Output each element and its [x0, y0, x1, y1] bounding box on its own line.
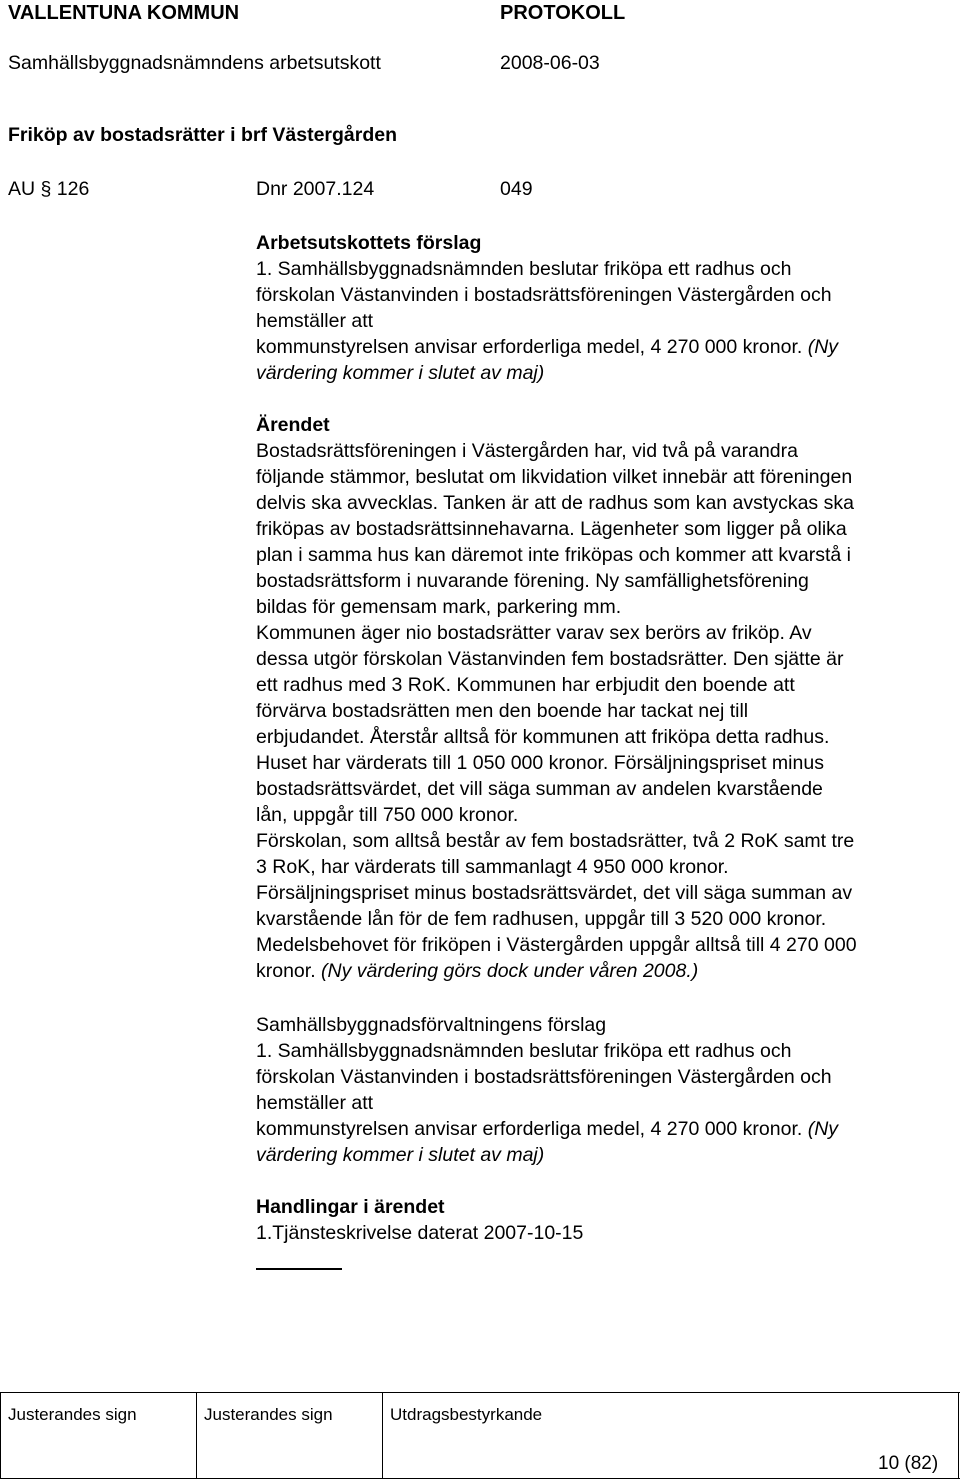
meeting-date: 2008-06-03 — [500, 52, 600, 74]
arendet-line: 3 RoK, har värderats till sammanlagt 4 950 000 kronor. — [256, 856, 729, 878]
municipality-name: VALLENTUNA KOMMUN — [8, 2, 240, 24]
footer-bottom-rule — [0, 1478, 960, 1479]
arendet-line: Förskolan, som alltså består av fem bostadsrätter, två 2 RoK samt tre — [256, 830, 855, 852]
footer-cell-divider — [196, 1392, 197, 1478]
au-proposal-heading: Arbetsutskottets förslag — [256, 232, 482, 254]
arendet-line: förvärva bostadsrätten men den boende har tackat nej till — [256, 700, 749, 722]
arendet-line: Försäljningspriset minus bostadsrättsvärdet, det vill säga summan av — [256, 882, 853, 904]
au-proposal-note: värdering kommer i slutet av maj) — [256, 362, 545, 384]
section-divider — [256, 1268, 342, 1270]
au-proposal-line: förskolan Västanvinden i bostadsrättsföreningen Västergården och — [256, 284, 832, 306]
admin-proposal-line — [256, 1116, 960, 1142]
diary-number: Dnr 2007.124 — [256, 178, 375, 200]
admin-proposal-note-start: (Ny — [807, 1118, 839, 1140]
footer-top-rule — [0, 1392, 960, 1393]
admin-proposal-line: förskolan Västanvinden i bostadsrättsföreningen Västergården och — [256, 1066, 832, 1088]
admin-proposal-line: hemställer att — [256, 1092, 374, 1114]
arendet-line: bostadsrättsform i nuvarande förening. Ny samfällighetsförening — [256, 570, 809, 592]
au-proposal-note-start: (Ny — [807, 336, 839, 358]
au-proposal-line: hemställer att — [256, 310, 374, 332]
arendet-line: bildas för gemensam mark, parkering mm. — [256, 596, 622, 618]
admin-proposal-line: 1. Samhällsbyggnadsnämnden beslutar friköpa ett radhus och — [256, 1040, 792, 1062]
admin-proposal-heading: Samhällsbyggnadsförvaltningens förslag — [256, 1014, 607, 1036]
au-proposal-section — [256, 230, 960, 386]
arendet-last-italic: (Ny värdering görs dock under våren 2008.) — [321, 960, 699, 982]
footer-cell-divider — [0, 1392, 1, 1478]
section-number: AU § 126 — [8, 178, 90, 200]
footer-cell-divider — [958, 1392, 959, 1478]
archive-code: 049 — [500, 178, 533, 200]
arendet-line: lån, uppgår till 750 000 kronor. — [256, 804, 519, 826]
arendet-line: bostadsrättsvärdet, det vill säga summan av andelen kvarstående — [256, 778, 823, 800]
arendet-line: ett radhus med 3 RoK. Kommunen har erbjudit den boende att — [256, 674, 795, 696]
footer-cell-divider — [382, 1392, 383, 1478]
arendet-line: Medelsbehovet för friköpen i Västergården uppgår alltså till 4 270 000 — [256, 934, 857, 956]
arendet-line: Huset har värderats till 1 050 000 kronor. Försäljningspriset minus — [256, 752, 824, 774]
documents-section — [256, 1194, 960, 1246]
arendet-line: kvarstående lån för de fem radhusen, uppgår till 3 520 000 kronor. — [256, 908, 827, 930]
arendet-line: erbjudandet. Återstår alltså för kommunen att friköpa detta radhus. — [256, 726, 830, 748]
extract-certification-field: Utdragsbestyrkande — [390, 1405, 543, 1424]
admin-proposal-note: värdering kommer i slutet av maj) — [256, 1144, 545, 1166]
arendet-line: delvis ska avvecklas. Tanken är att de radhus som kan avstyckas ska — [256, 492, 854, 514]
arendet-section — [256, 412, 960, 984]
arendet-line: Bostadsrättsföreningen i Västergården har, vid två på varandra — [256, 440, 798, 462]
arendet-line: friköpas av bostadsrättsinnehavarna. Lägenheter som ligger på olika — [256, 518, 847, 540]
au-proposal-line: 1. Samhällsbyggnadsnämnden beslutar friköpa ett radhus och — [256, 258, 792, 280]
arendet-last-plain: kronor. — [256, 960, 316, 982]
page-title: Friköp av bostadsrätter i brf Västergården — [8, 124, 398, 146]
arendet-line: Kommunen äger nio bostadsrätter varav sex berörs av friköp. Av — [256, 622, 812, 644]
page-number: 10 (82) — [878, 1453, 939, 1474]
arendet-line: dessa utgör förskolan Västanvinden fem bostadsrätter. Den sjätte är — [256, 648, 844, 670]
document-type: PROTOKOLL — [500, 2, 626, 24]
documents-heading: Handlingar i ärendet — [256, 1196, 445, 1218]
arendet-line — [256, 958, 960, 984]
admin-proposal-amount-text: kommunstyrelsen anvisar erforderliga medel, 4 270 000 kronor. — [256, 1118, 803, 1140]
au-proposal-line — [256, 334, 960, 360]
au-proposal-amount-text: kommunstyrelsen anvisar erforderliga medel, 4 270 000 kronor. — [256, 336, 803, 358]
committee-name: Samhällsbyggnadsnämndens arbetsutskott — [8, 52, 381, 74]
sign-field-2: Justerandes sign — [204, 1405, 333, 1424]
document-item: 1.Tjänsteskrivelse daterat 2007-10-15 — [256, 1222, 584, 1244]
arendet-line: plan i samma hus kan däremot inte friköpas och kommer att kvarstå i — [256, 544, 851, 566]
arendet-line: följande stämmor, beslutat om likvidation vilket innebär att föreningen — [256, 466, 853, 488]
admin-proposal-section — [256, 1012, 960, 1168]
sign-field-1: Justerandes sign — [8, 1405, 137, 1424]
arendet-heading: Ärendet — [256, 414, 330, 436]
